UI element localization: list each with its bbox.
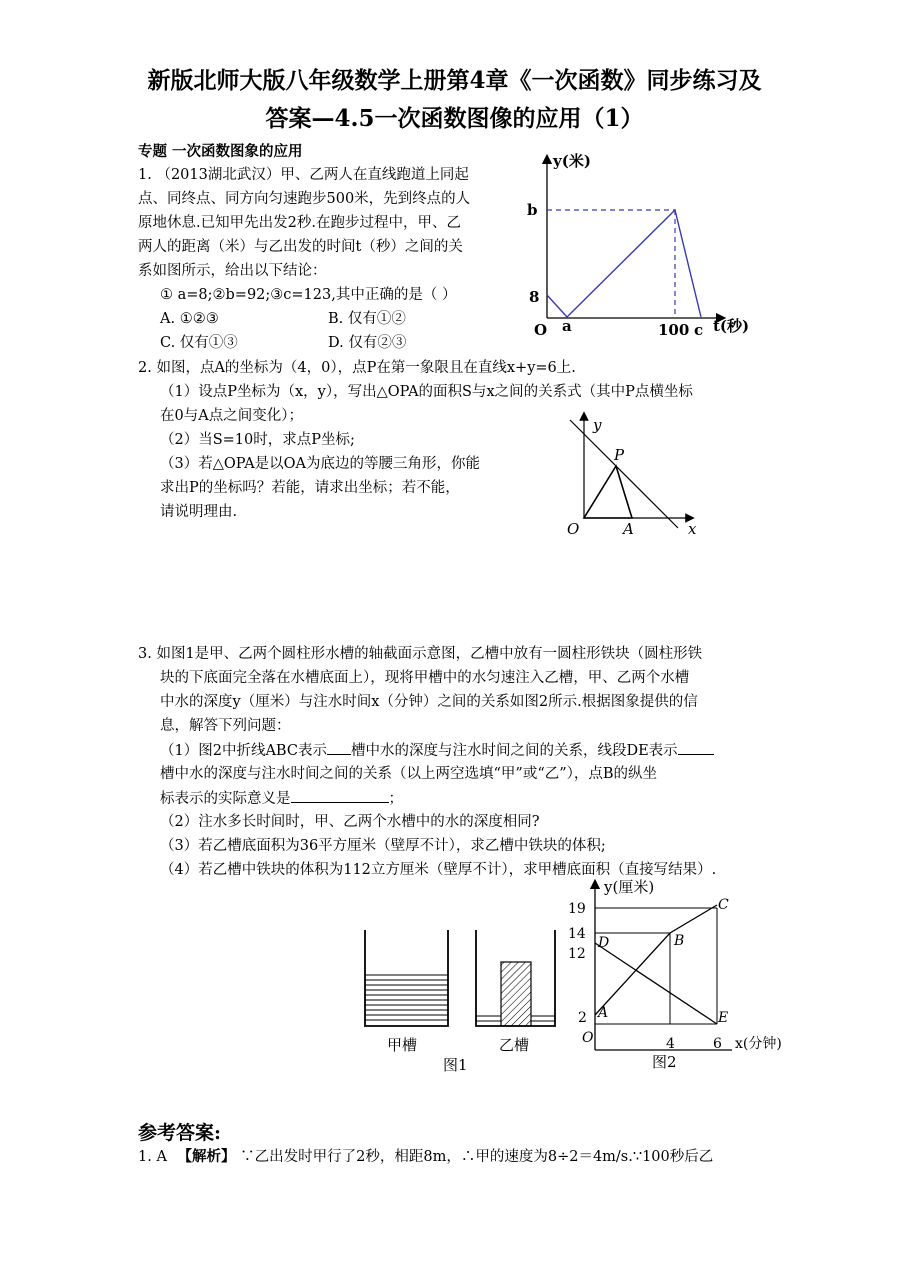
q2-part3-c: 请说明理由. — [160, 504, 238, 520]
q1-line: 原地休息.已知甲先出发2秒.在跑步过程中，甲、乙 — [138, 215, 461, 231]
q3-figure-2 — [560, 872, 805, 1072]
q2-y-label: y — [593, 416, 602, 434]
tick-4: 4 — [666, 1036, 675, 1052]
q1-y-label: y(米) — [553, 152, 591, 170]
q2-x-label: x — [688, 520, 697, 538]
point-e-label: E — [718, 1010, 729, 1026]
point-d-label: D — [598, 935, 610, 951]
q1-line: 系如图所示，给出以下结论： — [138, 263, 327, 279]
point-b-label: B — [674, 933, 685, 949]
iron-block — [501, 962, 531, 1026]
q3-part1-e: ； — [388, 791, 403, 807]
q3-part1-line1 — [160, 738, 714, 763]
title-line-1: 新版北师大版八年级数学上册第4章《一次函数》同步练习及 — [147, 67, 762, 94]
answer-1-number: 1. A — [138, 1149, 167, 1165]
q3-text — [138, 642, 702, 738]
q1-line: 点、同终点、同方向匀速跑步500米，先到终点的人 — [138, 191, 471, 207]
q1-b-label: b — [527, 201, 538, 219]
tick-12: 12 — [568, 946, 586, 962]
q1-option-c: C. 仅有①③ — [160, 335, 238, 351]
q3-part1-b: 槽中水的深度与注水时间之间的关系，线段DE表示 — [350, 743, 678, 759]
figure-1-caption: 图1 — [443, 1056, 468, 1074]
q3-y-label: y(厘米) — [604, 878, 655, 896]
point-a-label: A — [598, 1005, 609, 1021]
q2-part3-a: （3）若△OPA是以OA为底边的等腰三角形，你能 — [160, 456, 481, 472]
q1-x-label: t(秒) — [713, 317, 750, 335]
q3-polyline-abc — [595, 905, 717, 1015]
point-c-label: C — [718, 897, 729, 913]
q1-option-d: D. 仅有②③ — [328, 335, 407, 351]
q3-part3: （3）若乙槽底面积为36平方厘米（壁厚不计），求乙槽中铁块的体积; — [160, 838, 606, 854]
answer-1-text: ∵乙出发时甲行了2秒，相距8m，∴甲的速度为8÷2＝4m/s.∵100秒后乙 — [240, 1149, 714, 1165]
q3-line: 息，解答下列问题： — [160, 718, 291, 734]
figure-2-caption: 图2 — [652, 1053, 677, 1071]
answer-1 — [138, 1145, 713, 1169]
q2-p-label: P — [614, 446, 625, 464]
q3-line: 中水的深度y（厘米）与注水时间x（分钟）之间的关系如图2所示.根据图象提供的信 — [160, 694, 698, 710]
q1-distance-line — [547, 210, 701, 317]
q1-option-a: A. ①②③ — [160, 311, 219, 327]
tick-6: 6 — [713, 1036, 722, 1052]
answer-1-tag: 【解析】 — [177, 1148, 236, 1165]
q2-line-1: 2. 如图，点A的坐标为（4，0），点P在第一象限且在直线x+y=6上. — [138, 360, 576, 376]
q1-8-label: 8 — [529, 288, 540, 306]
q3-line: 3. 如图1是甲、乙两个圆柱形水槽的轴截面示意图，乙槽中放有一圆柱形铁块（圆柱形铁 — [138, 646, 703, 662]
title-line-2: 答案—4.5一次函数图像的应用（1） — [265, 105, 644, 132]
tick-14: 14 — [568, 926, 586, 942]
q3-segment-de — [595, 943, 717, 1024]
answers-heading: 参考答案: — [138, 1122, 222, 1144]
label-jia: 甲槽 — [387, 1036, 418, 1054]
q1-origin-label: O — [534, 321, 548, 339]
q3-blank-3 — [291, 786, 389, 803]
tick-19: 19 — [568, 901, 586, 917]
q3-blank-1 — [327, 738, 351, 755]
q2-o-label: O — [567, 520, 580, 538]
q2-part2: （2）当S=10时，求点P坐标; — [160, 432, 355, 448]
q3-o-label: O — [582, 1030, 594, 1046]
topic-heading: 专题 一次函数图象的应用 — [138, 143, 303, 160]
q3-part1-a: （1）图2中折线ABC表示 — [160, 743, 327, 759]
q3-blank-2 — [678, 738, 714, 755]
label-yi: 乙槽 — [499, 1036, 530, 1054]
q1-option-b: B. 仅有①② — [328, 311, 406, 327]
q3-part1-line3 — [160, 786, 403, 811]
tick-2: 2 — [578, 1010, 587, 1026]
q1-conclusions: ① a=8;②b=92;③c=123,其中正确的是（ ） — [160, 287, 457, 303]
q2-part1-a: （1）设点P坐标为（x，y），写出△OPA的面积S与x之间的关系式（其中P点横坐标 — [160, 384, 693, 400]
q1-text — [138, 163, 470, 283]
q1-line: 两人的距离（米）与乙出发的时间t（秒）之间的关 — [138, 239, 463, 255]
q3-x-label: x(分钟) — [735, 1036, 782, 1052]
q3-part1-d: 标表示的实际意义是 — [160, 791, 291, 807]
tank-jia-water — [365, 975, 448, 1020]
q3-part1-c: 槽中水的深度与注水时间之间的关系（以上两空选填“甲”或“乙”），点B的纵坐 — [160, 766, 658, 782]
q2-a-label: A — [623, 520, 634, 538]
q2-graph — [560, 410, 710, 540]
q3-figure-1 — [355, 920, 565, 1080]
q2-triangle-opa — [584, 466, 632, 518]
q2-line-x-plus-y — [570, 420, 678, 528]
q1-graph — [525, 145, 765, 345]
q3-line: 块的下底面完全落在水槽底面上），现将甲槽中的水匀速注入乙槽，甲、乙两个水槽 — [160, 670, 690, 686]
tank-jia — [365, 930, 448, 1026]
q3-part4: （4）若乙槽中铁块的体积为112立方厘米（壁厚不计），求甲槽底面积（直接写结果）. — [160, 862, 717, 878]
q2-part1-b: 在0与A点之间变化）； — [160, 408, 303, 424]
q1-a-label: a — [562, 317, 572, 335]
q2-part3-b: 求出P的坐标吗？若能，请求出坐标；若不能， — [160, 480, 460, 496]
q3-part2: （2）注水多长时间时，甲、乙两个水槽中的水的深度相同? — [160, 814, 540, 830]
q1-line: 1. （2013湖北武汉）甲、乙两人在直线跑道上同起 — [138, 167, 469, 183]
q1-c-label: c — [694, 321, 704, 339]
q1-100-label: 100 — [658, 321, 690, 339]
